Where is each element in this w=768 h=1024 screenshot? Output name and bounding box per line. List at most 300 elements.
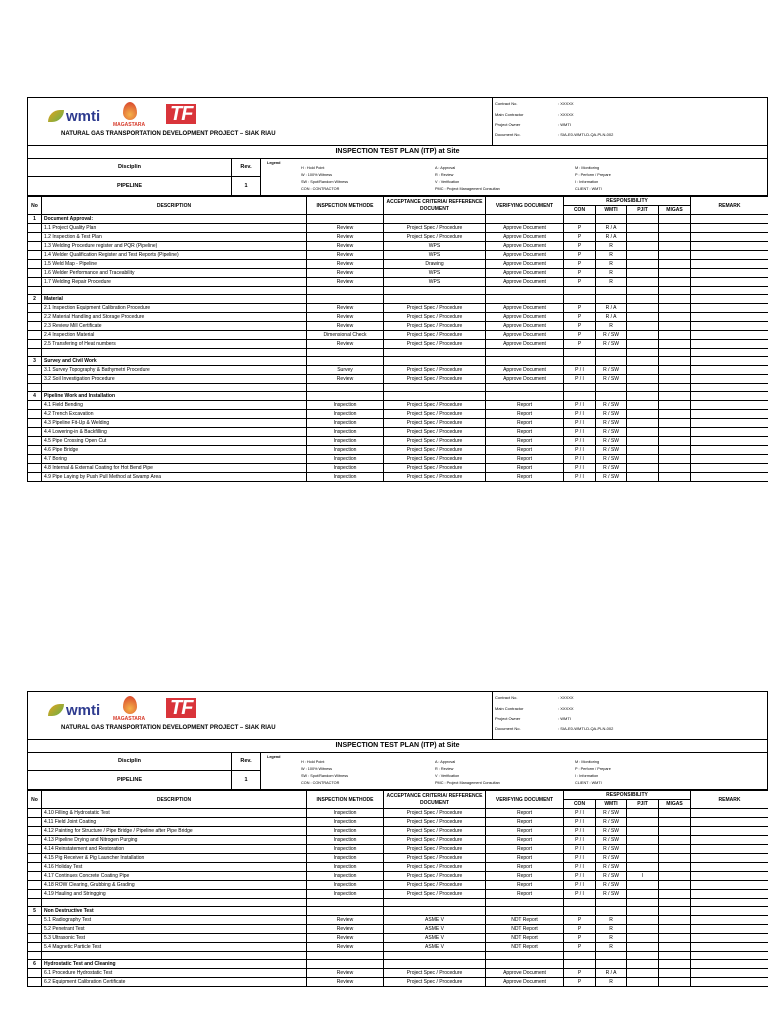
empty-cell [691, 357, 768, 366]
row-con: P / I [564, 809, 596, 818]
row-migas [659, 251, 691, 260]
row-method: Inspection [307, 410, 384, 419]
empty-cell [627, 215, 659, 224]
row-remark [691, 278, 768, 287]
table-row [28, 836, 768, 845]
row-remark [691, 809, 768, 818]
section-number: 4 [28, 392, 42, 401]
row-con: P [564, 278, 596, 287]
row-description: 4.6 Pipe Bridge [42, 446, 307, 455]
row-acceptance: Project Spec / Procedure [384, 872, 486, 881]
empty-cell [564, 295, 596, 304]
row-migas [659, 242, 691, 251]
table-row [28, 473, 768, 482]
col-remark: REMARK [691, 791, 768, 809]
row-method: Inspection [307, 446, 384, 455]
itp-table [27, 790, 768, 987]
row-remark [691, 863, 768, 872]
empty-cell [691, 295, 768, 304]
row-number [28, 410, 42, 419]
row-wmti: R / A [596, 233, 627, 242]
row-verifying: Report [486, 437, 564, 446]
section-number: 5 [28, 907, 42, 916]
row-wmti: R / SW [596, 872, 627, 881]
section-row [28, 357, 768, 366]
row-number [28, 809, 42, 818]
empty-cell [307, 295, 384, 304]
logo-group [48, 102, 308, 130]
row-con: P / I [564, 401, 596, 410]
row-con: P / I [564, 890, 596, 899]
empty-cell [564, 907, 596, 916]
empty-cell [486, 287, 564, 295]
row-remark [691, 331, 768, 340]
row-remark [691, 464, 768, 473]
section-title: Material [42, 295, 307, 304]
row-wmti: R [596, 242, 627, 251]
row-con: P [564, 304, 596, 313]
empty-cell [596, 960, 627, 969]
table-row [28, 863, 768, 872]
section-title: Pipeline Work and Installation [42, 392, 307, 401]
row-con: P / I [564, 428, 596, 437]
row-remark [691, 419, 768, 428]
row-verifying: Report [486, 473, 564, 482]
col-migas: MIGAS [659, 800, 691, 809]
itp-table-body [28, 215, 768, 482]
row-acceptance: Project Spec / Procedure [384, 313, 486, 322]
empty-cell [384, 384, 486, 392]
row-pjit [627, 455, 659, 464]
row-pjit: I [627, 872, 659, 881]
row-con: P [564, 313, 596, 322]
empty-cell [564, 960, 596, 969]
row-pjit [627, 233, 659, 242]
table-row [28, 233, 768, 242]
row-description: 1.4 Welder Qualification Register and Test Reports (Pipeline) [42, 251, 307, 260]
row-con: P / I [564, 818, 596, 827]
row-con: P [564, 224, 596, 233]
row-migas [659, 437, 691, 446]
row-acceptance: Project Spec / Procedure [384, 827, 486, 836]
row-wmti: R / SW [596, 455, 627, 464]
row-description: 1.2 Inspection & Test Plan [42, 233, 307, 242]
row-wmti: R [596, 943, 627, 952]
row-acceptance: Project Spec / Procedure [384, 464, 486, 473]
row-con: P / I [564, 872, 596, 881]
row-method: Inspection [307, 854, 384, 863]
row-wmti: R / SW [596, 331, 627, 340]
row-number [28, 331, 42, 340]
row-verifying: Report [486, 410, 564, 419]
row-acceptance: ASME V [384, 943, 486, 952]
row-verifying: Approve Document [486, 278, 564, 287]
row-wmti: R / A [596, 313, 627, 322]
row-wmti: R / SW [596, 419, 627, 428]
row-method: Review [307, 969, 384, 978]
row-wmti: R [596, 925, 627, 934]
row-method: Review [307, 304, 384, 313]
col-pjit: PJIT [627, 800, 659, 809]
table-row [28, 818, 768, 827]
row-acceptance: Project Spec / Procedure [384, 446, 486, 455]
row-number [28, 242, 42, 251]
row-acceptance: Project Spec / Procedure [384, 401, 486, 410]
row-pjit [627, 331, 659, 340]
row-number [28, 233, 42, 242]
row-method: Inspection [307, 881, 384, 890]
row-method: Review [307, 340, 384, 349]
row-description: 2.3 Review Mill Certificate [42, 322, 307, 331]
row-migas [659, 366, 691, 375]
row-verifying: Approve Document [486, 366, 564, 375]
row-verifying: Report [486, 845, 564, 854]
empty-cell [659, 960, 691, 969]
row-method: Review [307, 375, 384, 384]
row-number [28, 854, 42, 863]
row-method: Inspection [307, 863, 384, 872]
row-pjit [627, 446, 659, 455]
row-acceptance: Project Spec / Procedure [384, 978, 486, 987]
empty-cell [691, 907, 768, 916]
row-migas [659, 375, 691, 384]
table-row [28, 854, 768, 863]
row-con: P [564, 969, 596, 978]
row-pjit [627, 473, 659, 482]
row-acceptance: Project Spec / Procedure [384, 410, 486, 419]
row-wmti: R / SW [596, 375, 627, 384]
empty-cell [384, 295, 486, 304]
row-description: 2.2 Material Handling and Storage Procedure [42, 313, 307, 322]
row-acceptance: Project Spec / Procedure [384, 340, 486, 349]
empty-cell [307, 899, 384, 907]
row-acceptance: Project Spec / Procedure [384, 881, 486, 890]
row-method: Review [307, 242, 384, 251]
empty-cell [486, 899, 564, 907]
spacer-row [28, 899, 768, 907]
row-pjit [627, 278, 659, 287]
row-con: P [564, 916, 596, 925]
empty-cell [486, 357, 564, 366]
empty-cell [307, 960, 384, 969]
row-number [28, 437, 42, 446]
itp-table [27, 196, 768, 482]
project-title: NATURAL GAS TRANSPORTATION DEVELOPMENT PROJECT – SIAK RIAU [61, 131, 276, 137]
row-verifying: Report [486, 419, 564, 428]
empty-cell [564, 287, 596, 295]
row-migas [659, 446, 691, 455]
empty-cell [384, 907, 486, 916]
empty-cell [307, 952, 384, 960]
empty-cell [486, 349, 564, 357]
empty-cell [564, 349, 596, 357]
row-pjit [627, 322, 659, 331]
table-row [28, 845, 768, 854]
row-description: 4.12 Painting for Structure / Pipe Bridge / Pipeline after Pipe Bridge [42, 827, 307, 836]
row-con: P / I [564, 437, 596, 446]
row-number [28, 827, 42, 836]
row-pjit [627, 890, 659, 899]
empty-cell [564, 899, 596, 907]
row-verifying: Report [486, 872, 564, 881]
empty-cell [384, 392, 486, 401]
wmti-logo: wmti [48, 702, 100, 719]
row-number [28, 863, 42, 872]
spacer-row [28, 952, 768, 960]
row-number [28, 978, 42, 987]
row-migas [659, 854, 691, 863]
row-method: Inspection [307, 836, 384, 845]
row-description: 4.5 Pipe Crossing Open Cut [42, 437, 307, 446]
row-description: 1.5 Weld Map - Pipeline [42, 260, 307, 269]
row-pjit [627, 428, 659, 437]
row-number [28, 340, 42, 349]
col-acceptance: ACCEPTANCE CRITERIA/ REFFERENCE DOCUMENT [384, 197, 486, 215]
row-number [28, 278, 42, 287]
empty-cell [596, 907, 627, 916]
row-pjit [627, 242, 659, 251]
row-remark [691, 375, 768, 384]
row-con: P / I [564, 863, 596, 872]
row-wmti: R / SW [596, 863, 627, 872]
row-description: 5.2 Penetrant Test [42, 925, 307, 934]
row-description: 4.13 Pipeline Drying and Nitrogen Purging [42, 836, 307, 845]
table-row [28, 419, 768, 428]
section-row [28, 295, 768, 304]
row-verifying: Report [486, 455, 564, 464]
row-remark [691, 260, 768, 269]
leaf-icon [48, 110, 64, 122]
row-remark [691, 881, 768, 890]
row-method: Review [307, 978, 384, 987]
empty-cell [659, 907, 691, 916]
row-verifying: Approve Document [486, 242, 564, 251]
row-migas [659, 419, 691, 428]
row-acceptance: Project Spec / Procedure [384, 809, 486, 818]
row-wmti: R [596, 269, 627, 278]
table-row [28, 446, 768, 455]
row-method: Review [307, 269, 384, 278]
row-number [28, 446, 42, 455]
row-wmti: R / SW [596, 437, 627, 446]
row-number [28, 366, 42, 375]
rev-value: 1 [244, 183, 248, 189]
row-description: 2.5 Transfering of Heat numbers [42, 340, 307, 349]
row-verifying: Report [486, 464, 564, 473]
row-number [28, 401, 42, 410]
col-verifying: VERIFYING DOCUMENT [486, 791, 564, 809]
row-migas [659, 410, 691, 419]
row-description: 1.1 Project Quality Plan [42, 224, 307, 233]
spacer-row [28, 384, 768, 392]
section-title: Non Destructive Test [42, 907, 307, 916]
row-migas [659, 818, 691, 827]
empty-cell [659, 215, 691, 224]
row-con: P / I [564, 473, 596, 482]
contract-row: Project Owner : WMTI [495, 716, 571, 721]
empty-cell [627, 907, 659, 916]
empty-cell [659, 392, 691, 401]
empty-cell [564, 215, 596, 224]
row-verifying: Approve Document [486, 978, 564, 987]
row-con: P / I [564, 375, 596, 384]
row-migas [659, 969, 691, 978]
row-verifying: Approve Document [486, 233, 564, 242]
row-pjit [627, 419, 659, 428]
col-pjit: PJIT [627, 206, 659, 215]
tf-logo: TF [166, 698, 196, 718]
table-row [28, 428, 768, 437]
row-con: P [564, 978, 596, 987]
row-migas [659, 943, 691, 952]
row-wmti: R / SW [596, 473, 627, 482]
row-verifying: Approve Document [486, 969, 564, 978]
row-con: P [564, 269, 596, 278]
row-remark [691, 473, 768, 482]
row-number [28, 969, 42, 978]
empty-cell [659, 349, 691, 357]
contract-info [492, 98, 768, 145]
row-wmti: R / SW [596, 401, 627, 410]
row-method: Review [307, 260, 384, 269]
row-description: 3.1 Survey Topography & Bathymetri Procedure [42, 366, 307, 375]
empty-cell [28, 287, 42, 295]
empty-cell [596, 384, 627, 392]
row-description: 1.7 Welding Repair Procedure [42, 278, 307, 287]
row-pjit [627, 809, 659, 818]
row-remark [691, 943, 768, 952]
row-number [28, 881, 42, 890]
empty-cell [659, 952, 691, 960]
row-remark [691, 836, 768, 845]
contract-row: Document No. : SIA-E0-WMTI-D-QA-PLN-002 [495, 132, 614, 137]
row-description: 4.17 Continues Concrete Coating Pipe [42, 872, 307, 881]
row-number [28, 269, 42, 278]
row-acceptance: WPS [384, 269, 486, 278]
row-acceptance: Project Spec / Procedure [384, 419, 486, 428]
empty-cell [384, 952, 486, 960]
row-method: Review [307, 278, 384, 287]
row-con: P [564, 934, 596, 943]
row-description: 4.19 Hauling and Stringging [42, 890, 307, 899]
rev-label: Rev. [232, 753, 260, 771]
row-migas [659, 890, 691, 899]
col-remark: REMARK [691, 197, 768, 215]
row-acceptance: ASME V [384, 925, 486, 934]
row-con: P / I [564, 845, 596, 854]
empty-cell [691, 384, 768, 392]
row-verifying: Approve Document [486, 313, 564, 322]
col-no: No [28, 197, 42, 215]
row-remark [691, 242, 768, 251]
tf-logo: TF [166, 104, 196, 124]
row-migas [659, 340, 691, 349]
row-acceptance: Project Spec / Procedure [384, 437, 486, 446]
row-pjit [627, 251, 659, 260]
col-responsibility: RESPONSIBILITY [564, 791, 691, 800]
info-band [27, 753, 768, 790]
row-con: P [564, 322, 596, 331]
row-description: 2.4 Inspection Material [42, 331, 307, 340]
empty-cell [564, 392, 596, 401]
row-method: Inspection [307, 809, 384, 818]
table-row [28, 375, 768, 384]
row-migas [659, 233, 691, 242]
section-title: Document Approval: [42, 215, 307, 224]
col-responsibility: RESPONSIBILITY [564, 197, 691, 206]
row-method: Inspection [307, 401, 384, 410]
row-pjit [627, 313, 659, 322]
row-acceptance: Project Spec / Procedure [384, 455, 486, 464]
empty-cell [307, 357, 384, 366]
row-con: P / I [564, 836, 596, 845]
row-method: Inspection [307, 464, 384, 473]
row-acceptance: WPS [384, 242, 486, 251]
row-acceptance: Project Spec / Procedure [384, 890, 486, 899]
empty-cell [384, 215, 486, 224]
empty-cell [596, 349, 627, 357]
table-row [28, 340, 768, 349]
contract-row: Document No. : SIA-E0-WMTI-D-QA-PLN-002 [495, 726, 614, 731]
section-row [28, 215, 768, 224]
row-con: P [564, 340, 596, 349]
row-verifying: Report [486, 890, 564, 899]
row-acceptance: Project Spec / Procedure [384, 322, 486, 331]
table-row [28, 872, 768, 881]
row-method: Inspection [307, 437, 384, 446]
row-number [28, 322, 42, 331]
empty-cell [486, 907, 564, 916]
empty-cell [659, 899, 691, 907]
row-method: Review [307, 233, 384, 242]
empty-cell [659, 384, 691, 392]
row-number [28, 872, 42, 881]
section-row [28, 392, 768, 401]
row-number [28, 251, 42, 260]
row-verifying: Approve Document [486, 331, 564, 340]
row-pjit [627, 410, 659, 419]
row-method: Review [307, 943, 384, 952]
table-row [28, 827, 768, 836]
row-wmti: R / SW [596, 845, 627, 854]
contract-row: Main Contractor : XXXXX [495, 112, 574, 117]
row-pjit [627, 818, 659, 827]
row-number [28, 428, 42, 437]
row-verifying: Report [486, 836, 564, 845]
row-description: 1.3 Welding Procedure register and PQR (Pipeline) [42, 242, 307, 251]
row-acceptance: Project Spec / Procedure [384, 836, 486, 845]
col-wmti: WMTI [596, 206, 627, 215]
row-migas [659, 260, 691, 269]
section-row [28, 907, 768, 916]
row-number [28, 934, 42, 943]
row-wmti: R / SW [596, 366, 627, 375]
row-method: Review [307, 934, 384, 943]
empty-cell [627, 960, 659, 969]
row-number [28, 224, 42, 233]
row-acceptance: Drawing [384, 260, 486, 269]
row-number [28, 419, 42, 428]
empty-cell [564, 357, 596, 366]
row-wmti: R / SW [596, 818, 627, 827]
row-acceptance: WPS [384, 278, 486, 287]
row-number [28, 260, 42, 269]
row-migas [659, 401, 691, 410]
row-description: 4.8 Internal & External Coating for Hot Bend Pipe [42, 464, 307, 473]
row-remark [691, 890, 768, 899]
contract-row: Contract No. : XXXXX [495, 695, 574, 700]
empty-cell [42, 349, 307, 357]
